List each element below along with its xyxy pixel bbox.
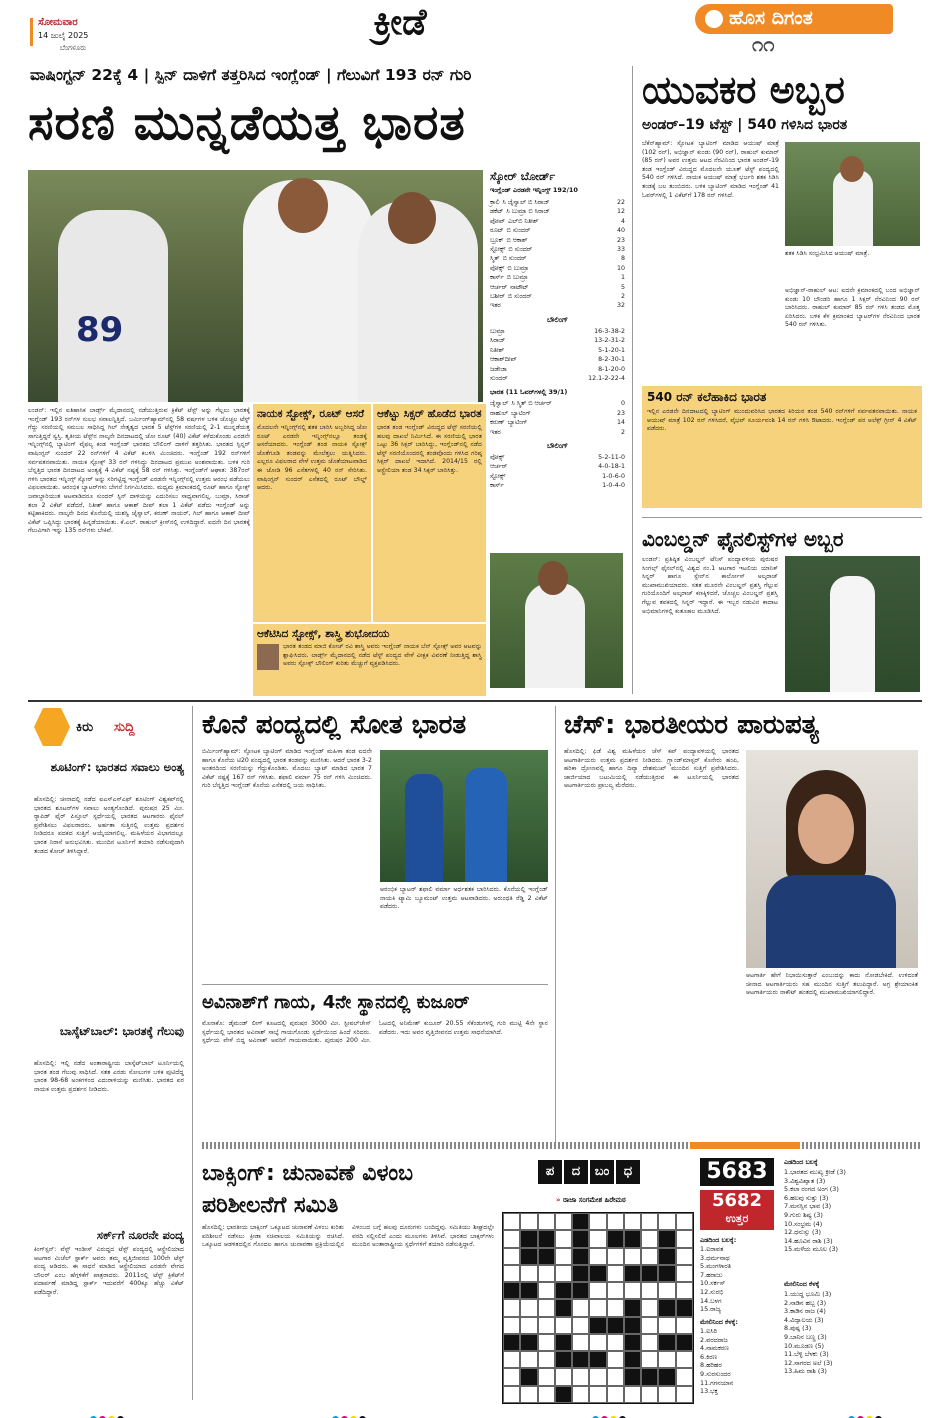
clue-item: 1.ಯುದ್ಧ ಭೂಮಿ (3) xyxy=(784,1290,832,1298)
score-row xyxy=(490,217,625,226)
kirusuddi-b3: ಕಿಂಗ್‌ಸ್ಟನ್: ವೆಸ್ಟ್ ಇಂಡೀಸ್ ವಿರುದ್ಧದ ಟೆಸ್ಟ್ ಪಂದ್ಯದಲ್ಲಿ ಆಸ್ಟ್ರೇಲಿಯಾದ ಆಟಗಾರ ಮಿಚೆಲ್ ಸ್ಟಾರ್ಕ್ ಅವರು ತಮ್ಮ ವೃತ್ತಿಜೀವನದ 100ನೇ ಟೆಸ್ಟ್ ಪಂದ್ಯ ಆಡಿದರು. ಈ ಸಾಧನೆ ಮಾಡಿದ ಆಸ್ಟ್ರೇಲಿಯಾದ ಎರಡನೇ ವೇಗದ ಬೌಲರ್ ಎಂಬ ಹೆಗ್ಗಳಿಕೆಗೆ ಪಾತ್ರರಾದರು. 2011ರಲ್ಲಿ ಟೆಸ್ಟ್ ಕ್ರಿಕೆಟ್‌ಗೆ ಪದಾರ್ಪಣೆ ಮಾಡಿದ್ದ ಸ್ಟಾರ್ಕ್ ಇದುವರೆಗೆ 400ಕ್ಕೂ ಹೆಚ್ಚು ವಿಕೆಟ್ ಪಡೆದಿದ್ದಾರೆ. xyxy=(34,1246,184,1296)
ind-bowling-table xyxy=(490,327,625,383)
wimbledon-headline: ವಿಂಬಲ್ಡನ್ ಫೈನಲಿಸ್ಟ್‌ಗಳ ಅಬ್ಬರ xyxy=(642,527,844,551)
score-cell xyxy=(501,428,607,437)
youth-headline: ಯುವಕರ ಅಬ್ಬರ xyxy=(642,68,845,112)
avinash-body: ಮೊನಾಕೊ: ಡೈಮಂಡ್ ಲೀಗ್ ಕೂಟದಲ್ಲಿ ಪುರುಷರ 3000 ಮೀ. ಸ್ಟೀಪಲ್‌ಚೇಸ್ ಸ್ಪರ್ಧೆಯಲ್ಲಿ ಭಾರತದ ಅವಿನಾಶ್ ಸಾಬ್ಳೆ ಗಾಯಗೊಂಡು ಸ್ಪರ್ಧೆಯಿಂದ ಹಿಂದೆ ಸರಿದರು. ಸ್ಪರ್ಧೆಯ ವೇಳೆ ಬಿದ್ದ ಅವಿನಾಶ್ ಅವರಿಗೆ ಗಾಯವಾಯಿತು. ಪುರುಷರ 200 ಮೀ. ಓಟದಲ್ಲಿ ಅನಿಮೇಶ್ ಕುಜೂರ್ 20.55 ಸೆಕೆಂಡುಗಳಲ್ಲಿ ಗುರಿ ಮುಟ್ಟಿ 4ನೇ ಸ್ಥಾನ ಪಡೆದರು. ಇದು ಅವರ ವೃತ್ತಿಜೀವನದ ಉತ್ತಮ ಸಾಧನೆಯಾಗಿದೆ. xyxy=(202,1020,548,1045)
barcode-strip xyxy=(202,1142,922,1149)
accent-strip xyxy=(690,1142,800,1149)
player-figure xyxy=(405,774,443,882)
score-cell: ರೂಟ್ xyxy=(490,227,504,235)
player-shirt xyxy=(766,875,896,968)
kirusuddi-icon xyxy=(34,708,70,746)
clue-item: 10.ಸರ್ಕಸ್ xyxy=(700,1279,726,1288)
eng-innings-title: ಇಂಗ್ಲೆಂಡ್ ಎರಡನೇ ಇನ್ನಿಂಗ್ಸ್ 192/10 xyxy=(490,186,578,194)
player-face xyxy=(840,156,864,182)
score-cell: ನಾಟೌಟ್ xyxy=(510,283,529,291)
clue-item: 11.ಬೆಳ್ಳಿ ಬೆಳಕು (3) xyxy=(784,1350,829,1359)
youth-box xyxy=(642,386,922,508)
score-row xyxy=(490,409,625,418)
score-cell: 1-0-6-0 xyxy=(602,472,625,480)
score-cell: 16-3-38-2 xyxy=(594,327,625,335)
logo-emblem-icon xyxy=(705,10,723,28)
score-row xyxy=(490,418,625,427)
score-cell: 12.1-2-22-4 xyxy=(588,374,625,382)
score-cell: ಜಡೇಜಾ xyxy=(490,365,507,373)
kirusuddi-h3: ಸರ್ಕ್‌ಗೆ ನೂರನೇ ಪಂದ್ಯ xyxy=(96,1228,184,1242)
score-row xyxy=(490,283,625,292)
score-cell: 4 xyxy=(620,217,625,225)
clues-across-list xyxy=(784,1168,922,1254)
score-cell: ಬ್ರೂಕ್ xyxy=(490,236,504,244)
kirusuddi-h2: ಬಾಸ್ಕೆಟ್‌ಬಾಲ್: ಭಾರತಕ್ಕೆ ಗೆಲುವು xyxy=(59,1024,184,1038)
lead-photo xyxy=(28,170,483,402)
sundar-photo xyxy=(490,553,623,688)
crossword-grid[interactable] xyxy=(502,1212,694,1404)
score-row xyxy=(490,336,625,345)
score-cell: 0 xyxy=(620,400,625,408)
score-row xyxy=(490,428,625,437)
crossword-title-char: ಧ xyxy=(616,1160,640,1184)
answer-across-title: ಎಡದಿಂದ ಬಲಕ್ಕೆ: xyxy=(700,1236,737,1244)
score-cell: ಆರ್ಚರ್ xyxy=(490,283,508,291)
kirusuddi-b1: ಹೊಸದಿಲ್ಲಿ: ಚೀನಾದಲ್ಲಿ ನಡೆದ ಐಎಸ್‌ಎಸ್‌ಎಫ್ ಶೂಟಿಂಗ್ ವಿಶ್ವಕಪ್‌ನಲ್ಲಿ ಭಾರತದ ಶೂಟರ್‌ಗಳ ಸವಾಲು ಅಂತ್ಯಗೊಂಡಿದೆ. ಪುರುಷರ 25 ಮೀ. ರ‍್ಯಾಪಿಡ್ ಫೈರ್ ಪಿಸ್ತೂಲ್ ಸ್ಪರ್ಧೆಯಲ್ಲಿ ಭಾರತದ ಆಟಗಾರರು ಫೈನಲ್ ಪ್ರವೇಶಿಸಲು ವಿಫಲರಾದರು. ಅರ್ಹತಾ ಸುತ್ತಿನಲ್ಲಿ ಉತ್ತಮ ಪ್ರದರ್ಶನ ನೀಡಿದರೂ ಪದಕದ ಸುತ್ತಿಗೆ ಆಯ್ಕೆಯಾಗಲಿಲ್ಲ. ಮಹಿಳೆಯರ ವಿಭಾಗದಲ್ಲೂ ಭಾರತ ನಿರಾಸೆ ಅನುಭವಿಸಿತು. ಮುಂದಿನ ಟೂರ್ನಿಗೆ ತಯಾರಿ ನಡೆಸುವುದಾಗಿ ತಂಡದ ಕೋಚ್ ತಿಳಿಸಿದ್ದಾರೆ. xyxy=(34,796,184,855)
score-row xyxy=(490,472,625,481)
score-row xyxy=(490,301,625,310)
score-cell: 2 xyxy=(620,428,625,436)
score-cell: ಇತರ xyxy=(490,302,501,310)
score-row xyxy=(490,327,625,336)
score-cell: ಬ್ಯಾಟಿಂಗ್ xyxy=(511,409,531,417)
crossword-title-char: ಪ xyxy=(538,1160,562,1184)
score-row xyxy=(490,236,625,245)
sub-box-3-body: ಭಾರತ ತಂಡದ ಮಾಜಿ ಕೋಚ್ ರವಿ ಶಾಸ್ತ್ರಿ ಅವರು ಇಂಗ್ಲೆಂಡ್ ನಾಯಕ ಬೆನ್ ಸ್ಟೋಕ್ಸ್ ಅವರ ಆಟವನ್ನು ಶ್ಲಾಘಿಸಿದರು. ಲಾರ್ಡ್ಸ್ ಮೈದಾನದಲ್ಲಿ ನಡೆದ ಟೆಸ್ಟ್ ಪಂದ್ಯದ ವೇಳೆ ವೀಕ್ಷಕ ವಿವರಣೆ ನೀಡುತ್ತಿದ್ದ ಶಾಸ್ತ್ರಿ ಅವರು ಸ್ಟೋಕ್ಸ್ ಬೌಲಿಂಗ್ ಕುರಿತು ಮೆಚ್ಚುಗೆ ವ್ಯಕ್ತಪಡಿಸಿದರು. xyxy=(283,643,482,668)
lead-body: ಲಂಡನ್: ಇಲ್ಲಿನ ಐತಿಹಾಸಿಕ ಲಾರ್ಡ್ಸ್ ಮೈದಾನದಲ್ಲಿ ನಡೆಯುತ್ತಿರುವ ಕ್ರಿಕೆಟ್ ಟೆಸ್ಟ್ ಅನ್ನು ಗೆಲ್ಲಲು ಭಾರತಕ್ಕೆ ಇಂಗ್ಲೆಂಡ್ 193 ರನ್‌ಗಳ ಸುಲಭ ಸವಾಲನ್ನಿತ್ತಿದೆ. ಬರ್ಮಿಂಗ್‌ಹ್ಯಾಮ್‌ನಲ್ಲಿ 58 ವರ್ಷಗಳ ಬಳಿಕ ಚೊಚ್ಚಲ ಟೆಸ್ಟ್ ಗೆದ್ದು ಸರಣಿಯಲ್ಲಿ ಸಮಬಲ ಸಾಧಿಸಿದ್ದ ಗಿಲ್ ನೇತೃತ್ವದ ಭಾರತ 5 ಟೆಸ್ಟ್‌ಗಳ ಸರಣಿಯಲ್ಲಿ 2-1 ಮುನ್ನಡೆಯತ್ತ ಸಾಗುತ್ತಿದ್ದರೆ ಸ್ವಸ್ತಿ. ತೃತೀಯ ಟೆಸ್ಟ್‌ನ ನಾಲ್ಕನೇ ದಿನದಾಟದಲ್ಲಿ ಜೋ ರೂಟ್ (40) ವಿಕೆಟ್ ಕಳೆದುಕೊಂಡು ಎರಡನೇ ಇನ್ನಿಂಗ್ಸ್‌ನಲ್ಲಿ ಬ್ಯಾಟಿಂಗ್ ವೈಫಲ್ಯ ಕಂಡ ಇಂಗ್ಲೆಂಡ್ ಭಾರತದ ಬೌಲಿಂಗ್ ದಾಳಿಗೆ ತತ್ತರಿಸಿತು. ಭಾರತದ ಸ್ಪಿನ್ನರ್ ವಾಷಿಂಗ್ಟನ್ ಸುಂದರ್ 22 ರನ್‌ಗಳಿಗೆ 4 ವಿಕೆಟ್ ಕಬಳಿಸಿ ಮಿಂಚಿದರು. ಇಂಗ್ಲೆಂಡ್ 192 ರನ್‌ಗಳಿಗೆ ಸರ್ವಪತನವಾಯಿತು. ನಾಯಕ ಸ್ಟೋಕ್ಸ್ 33 ರನ್ ಗಳಿಸಿದ್ದು ದಿನದಾಟದ ಪ್ರಮುಖ ಅಂಶವಾಯಿತು. ಬಳಿಕ ಗುರಿ ಬೆನ್ನತ್ತಿದ ಭಾರತ ದಿನದಾಟದ ಅಂತ್ಯಕ್ಕೆ 4 ವಿಕೆಟ್ ನಷ್ಟಕ್ಕೆ 58 ರನ್ ಗಳಿಸಿತ್ತು. ಇಂಗ್ಲೆಂಡ್‌ಗೆ ಆಘಾತ: 387ರನ್ ಗಳಿಸಿ ಭಾರತದ ಇನ್ನಿಂಗ್ಸ್ ಸ್ಕೋರ್ ಅನ್ನು ಸರಿಗಟ್ಟಿದ್ದ ಇಂಗ್ಲೆಂಡ್ ಎರಡನೇ ಇನ್ನಿಂಗ್ಸ್‌ನಲ್ಲಿ ಉತ್ತಮ ಆರಂಭ ಪಡೆಯಲು ವಿಫಲವಾಯಿತು. ಆರಂಭಿಕ ಬ್ಯಾಟರ್‌ಗಳು ಬೇಗನೆ ನಿರ್ಗಮಿಸಿದರು. ಮಧ್ಯಮ ಕ್ರಮಾಂಕದಲ್ಲಿ ರೂಟ್ ಹಾಗೂ ಸ್ಟೋಕ್ಸ್ ಜವಾಬ್ದಾರಿಯುತ ಆಟವಾಡಿದರೂ ಸುಂದರ್ ಸ್ಪಿನ್ ದಾಳಿಯನ್ನು ಎದುರಿಸಲು ಸಾಧ್ಯವಾಗಲಿಲ್ಲ. ಬುಮ್ರಾ, ಸಿರಾಜ್ ತಲಾ 2 ವಿಕೆಟ್ ಪಡೆದರೆ, ನಿತೀಶ್ ಹಾಗೂ ಆಕಾಶ್ ದೀಪ್ ತಲಾ 1 ವಿಕೆಟ್ ಪಡೆದು ಇಂಗ್ಲೆಂಡ್ ಅನ್ನು ಕಟ್ಟಿಹಾಕಿದರು. ನಾಲ್ಕನೇ ದಿನದ ಕೊನೆಯಲ್ಲಿ ಯಶಸ್ವಿ ಜೈಸ್ವಾಲ್, ಕರುಣ್ ನಾಯರ್, ಗಿಲ್ ಹಾಗೂ ಆಕಾಶ್ ದೀಪ್ ವಿಕೆಟ್ ಒಪ್ಪಿಸಿದ್ದು ಭಾರತಕ್ಕೆ ಹಿನ್ನಡೆಯಾಯಿತು. ಕೆ.ಎಲ್. ರಾಹುಲ್ ಕ್ರೀಸ್‌ನಲ್ಲಿ ಉಳಿದಿದ್ದಾರೆ. ಐದನೇ ದಿನ ಭಾರತಕ್ಕೆ ಗೆಲುವಿಗಾಗಿ ಇನ್ನು 135 ರನ್‌ಗಳು ಬೇಕಿವೆ. xyxy=(28,407,250,535)
clue-item: 10.ಮೂಡಣ (5) xyxy=(784,1341,825,1350)
score-cell: 12 xyxy=(616,208,625,216)
registration-marks xyxy=(90,1408,126,1418)
score-cell: ಸ್ಟೋಕ್ಸ್ xyxy=(490,246,506,254)
score-cell: ಬಿ ಸುಂದರ್ xyxy=(502,255,527,263)
score-cell: 8-1-20-0 xyxy=(598,365,625,373)
boxing-body: ಹೊಸದಿಲ್ಲಿ: ಭಾರತೀಯ ಬಾಕ್ಸಿಂಗ್ ಒಕ್ಕೂಟದ ಚುನಾವಣೆ ವಿಳಂಬ ಕುರಿತು ಪರಿಶೀಲನೆ ನಡೆಸಲು ಕ್ರೀಡಾ ಸಚಿವಾಲಯ ಸಮಿತಿಯನ್ನು ರಚಿಸಿದೆ. ಒಕ್ಕೂಟದ ಆಡಳಿತದಲ್ಲಿನ ಗೊಂದಲ ಹಾಗೂ ಚುನಾವಣಾ ಪ್ರಕ್ರಿಯೆಯಲ್ಲಿನ ವಿಳಂಬದ ಬಗ್ಗೆ ಹಲವು ದೂರುಗಳು ಬಂದಿದ್ದವು. ಸಮಿತಿಯು ಶೀಘ್ರದಲ್ಲೇ ವರದಿ ಸಲ್ಲಿಸಲಿದೆ ಎಂದು ಮೂಲಗಳು ತಿಳಿಸಿವೆ. ಭಾರತದ ಬಾಕ್ಸರ್‌ಗಳು ಮುಂದಿನ ಅಂತಾರಾಷ್ಟ್ರೀಯ ಸ್ಪರ್ಧೆಗಳಿಗೆ ತಯಾರಿ ನಡೆಸುತ್ತಿದ್ದಾರೆ. xyxy=(202,1224,494,1249)
sub-box-2-body: ಭಾರತ ತಂಡ ಇಂಗ್ಲೆಂಡ್ ವಿರುದ್ಧದ ಟೆಸ್ಟ್ ಸರಣಿಯಲ್ಲಿ ಹಲವು ದಾಖಲೆ ನಿರ್ಮಿಸಿದೆ. ಈ ಸರಣಿಯಲ್ಲಿ ಭಾರತ ಒಟ್ಟು 36 ಸಿಕ್ಸರ್ ಬಾರಿಸಿದ್ದು, ಇಂಗ್ಲೆಂಡ್‌ನಲ್ಲಿ ನಡೆದ ಟೆಸ್ಟ್ ಸರಣಿಯೊಂದರಲ್ಲಿ ತಂಡವೊಂದು ಗಳಿಸಿದ ಗರಿಷ್ಠ ಸಿಕ್ಸರ್ ದಾಖಲೆ ಇದಾಗಿದೆ. 2014/15 ರಲ್ಲಿ ಆಸ್ಟ್ರೇಲಿಯಾ ತಂಡ 34 ಸಿಕ್ಸರ್ ಬಾರಿಸಿತ್ತು. xyxy=(377,424,482,474)
women-cricket-body-2: ಆರಂಭಿಕ ಬ್ಯಾಟರ್ ಶಫಾಲಿ ವರ್ಮಾ ಅರ್ಧಶತಕ ಬಾರಿಸಿದರು. ಕೊನೆಯಲ್ಲಿ ಇಂಗ್ಲೆಂಡ್ ನಾಯಕಿ ಟ್ಯಾಮಿ ಬ್ಯೂಮಂಟ್ ಉತ್ತಮ ಆಟವಾಡಿದರು. ಅರುಂಧತಿ ರೆಡ್ಡಿ 2 ವಿಕೆಟ್ ಪಡೆದರು. xyxy=(380,886,548,911)
section-rule xyxy=(642,517,922,518)
score-row xyxy=(490,273,625,282)
clues-across-title: ಎಡದಿಂದ ಬಲಕ್ಕೆ xyxy=(784,1158,818,1166)
score-cell: ಇತರ xyxy=(490,428,501,436)
youth-box-title: 540 ರನ್ ಕಲೆಹಾಕಿದ ಭಾರತ xyxy=(647,390,767,404)
score-cell: ಬಿ ಬುಮ್ರಾ xyxy=(507,264,529,272)
score-cell: ಕಾರ್ಸ್ xyxy=(490,274,504,282)
score-cell: 8 xyxy=(620,255,625,263)
score-row xyxy=(490,399,625,408)
answer-down-title: ಮೇಲಿನಿಂದ ಕೆಳಕ್ಕೆ: xyxy=(700,1318,738,1326)
youth-body-2: ಅಭಿಜ್ಞಾನ್-ರಾಹುಲ್ ಆಟ: ಐದನೇ ಕ್ರಮಾಂಕದಲ್ಲಿ ಬಂದ ಅಭಿಜ್ಞಾನ್ ಕುಂಡು 10 ಬೌಂಡರಿ ಹಾಗೂ 1 ಸಿಕ್ಸರ್ ನೆರವಿನಿಂದ 90 ರನ್ ಬಾರಿಸಿದರು. ರಾಹುಲ್ ಕುಮಾರ್ 85 ರನ್ ಗಳಿಸಿ ತಂಡದ ಮೊತ್ತ ಏರಿಸಿದರು. ಬಳಿಕ ಕೆಳ ಕ್ರಮಾಂಕದ ಬ್ಯಾಟರ್‌ಗಳ ನೆರವಿನಿಂದ ಭಾರತ 540 ರನ್ ಗಳಿಸಿತು. xyxy=(785,287,920,329)
scoreboard-title: ಸ್ಕೋರ್ ಬೋರ್ಡ್ xyxy=(490,170,556,183)
score-cell: ಸ್ಮಿತ್ xyxy=(490,255,500,263)
youth-photo-caption: ಶತಕ ಸಿಡಿಸಿ ಸಂಭ್ರಮಿಸಿದ ಆಯುಷ್ ಮಾತ್ರೆ. xyxy=(785,250,870,257)
score-cell: 1-0-4-0 xyxy=(602,482,625,490)
score-cell: 4-0-18-1 xyxy=(598,463,625,471)
sub-box-2-title: ಆಕೆಟ್ಟು ಸಿಕ್ಸರ್ ಹೊಡೆದ ಭಾರತ xyxy=(377,408,482,420)
sub-box-1 xyxy=(253,404,371,622)
player-number-text: 89 xyxy=(76,310,124,350)
youth-body-1: ಬೆಕೆನ್‌ಹ್ಯಾಮ್: ಸ್ಫೋಟಕ ಬ್ಯಾಟಿಂಗ್ ಮಾಡಿದ ಆಯುಷ್ ಮಾತ್ರೆ (102 ರನ್), ಅಭಿಜ್ಞಾನ್ ಕುಂಡು (90 ರನ್), ರಾಹುಲ್ ಕುಮಾರ್ (85 ರನ್) ಅವರ ಉತ್ತಮ ಆಟದ ನೆರವಿನಿಂದ ಭಾರತ ಅಂಡರ್-19 ತಂಡ ಇಂಗ್ಲೆಂಡ್ ವಿರುದ್ಧದ ಮೊದಲನೇ ಯೂತ್ ಟೆಸ್ಟ್ ಪಂದ್ಯದಲ್ಲಿ 540 ರನ್ ಗಳಿಸಿದೆ. ನಾಯಕ ಆಯುಷ್ ಮಾತ್ರೆ ಭರ್ಜರಿ ಶತಕ ಸಿಡಿಸಿ ತಂಡಕ್ಕೆ ಬಲ ತುಂಬಿದರು. ಬಳಿಕ ಬ್ಯಾಟಿಂಗ್ ಮಾಡಿದ ಇಂಗ್ಲೆಂಡ್ 41 ಓವರ್‌ಗಳಲ್ಲಿ 1 ವಿಕೆಟ್‌ಗೆ 178 ರನ್ ಗಳಿಸಿದೆ. xyxy=(642,140,779,199)
women-cricket-headline: ಕೊನೆ ಪಂದ್ಯದಲ್ಲಿ ಸೋತ ಭಾರತ xyxy=(202,710,467,740)
score-row xyxy=(490,355,625,364)
clue-item: 6.ಹಲವು ಸುತ್ತು (3) xyxy=(784,1193,829,1202)
score-row xyxy=(490,481,625,490)
clue-item: 14.ಹೂವಿನ ರಾಶಿ (3) xyxy=(784,1236,833,1245)
clues-down-title: ಮೇಲಿನಿಂದ ಕೆಳಕ್ಕೆ xyxy=(784,1280,820,1288)
score-row xyxy=(490,245,625,254)
crossword-subtitle-text: ರಾಜಾ ಸಂಗಮೇಶ ಹಿರೇಮಠ xyxy=(562,1196,626,1204)
sub-box-2 xyxy=(373,404,486,622)
score-cell: ಬಿ ಸುಂದರ್ xyxy=(507,293,532,301)
clue-item: 12.ಸುರಭಿ xyxy=(700,1287,724,1296)
score-cell: 8-2-30-1 xyxy=(598,356,625,364)
score-cell: 40 xyxy=(616,227,625,235)
page-number: ೧೧ xyxy=(752,32,775,56)
score-cell: ಸ್ಟೋಕ್ಸ್ xyxy=(490,472,506,480)
score-row xyxy=(490,226,625,235)
clue-item: 7.ಮನಸ್ಸಿನ ಭಾವ (3) xyxy=(784,1202,832,1211)
clue-item: 3.ಕಾಡಿನ ರಾಜ (4) xyxy=(784,1307,826,1316)
clue-item: 1.ಐಸಿರಿ xyxy=(700,1327,717,1335)
scoreboard xyxy=(490,170,625,548)
score-cell: ಬಶೀರ್ xyxy=(490,293,505,301)
clue-item: 7.ಹರಾಜು xyxy=(700,1270,723,1279)
sub-box-3-title: ಆಕೆಟಿಸಿದ ಸ್ಟೋಕ್ಸ್, ಶಾಸ್ತ್ರಿ ಶುಭೋದಯ xyxy=(257,628,390,640)
score-cell: ಬಿ ಬುಮ್ರಾ xyxy=(506,274,528,282)
clue-item: 2.ವರದರಾಜ xyxy=(700,1335,728,1344)
kirusuddi-b2: ಹೊಸದಿಲ್ಲಿ: ಇಲ್ಲಿ ನಡೆದ ಅಂತಾರಾಷ್ಟ್ರೀಯ ಬಾಸ್ಕೆಟ್‌ಬಾಲ್ ಟೂರ್ನಿಯಲ್ಲಿ ಭಾರತ ತಂಡ ಗೆಲುವು ಸಾಧಿಸಿದೆ. ಸತತ ಎರಡು ಸೋಲುಗಳ ಬಳಿಕ ಪುಟಿದೆದ್ದ ಭಾರತ 98-68 ಅಂಕಗಳಿಂದ ಎದುರಾಳಿಯನ್ನು ಮಣಿಸಿತು. ಭಾರತದ ಪರ ನಾಯಕ ಉತ್ತಮ ಪ್ರದರ್ಶನ ನೀಡಿದರು. xyxy=(34,1060,184,1093)
masthead-date: 14 ಜುಲೈ 2025 xyxy=(38,31,89,40)
women-cricket-body-1: ಬಿರ್ಮಿಂಗ್‌ಹ್ಯಾಮ್: ಸ್ಫೋಟಕ ಬ್ಯಾಟಿಂಗ್ ಮಾಡಿದ ಇಂಗ್ಲೆಂಡ್ ಮಹಿಳಾ ತಂಡ ಐದನೇ ಹಾಗೂ ಕೊನೆಯ ಟಿ20 ಪಂದ್ಯದಲ್ಲಿ ಭಾರತ ತಂಡವನ್ನು ಮಣಿಸಿತು. ಆದರೆ ಭಾರತ 3-2 ಅಂತರದಿಂದ ಸರಣಿಯನ್ನು ಗೆದ್ದುಕೊಂಡಿತು. ಮೊದಲು ಬ್ಯಾಟ್ ಮಾಡಿದ ಭಾರತ 7 ವಿಕೆಟ್ ನಷ್ಟಕ್ಕೆ 167 ರನ್ ಗಳಿಸಿತು. ಶಫಾಲಿ ವರ್ಮಾ 75 ರನ್ ಗಳಿಸಿ ಮಿಂಚಿದರು. ಗುರಿ ಬೆನ್ನತ್ತಿದ ಇಂಗ್ಲೆಂಡ್ ಕೊನೆಯ ಎಸೆತದಲ್ಲಿ ಜಯ ಸಾಧಿಸಿತು. xyxy=(202,748,372,790)
score-cell: ಸಿರಾಜ್ xyxy=(490,337,506,345)
score-cell: ಬ್ಯಾಟಿಂಗ್ xyxy=(507,419,528,427)
clue-item: 3.ವಿಶ್ವವಿಖ್ಯಾತ (3) xyxy=(784,1176,826,1185)
player-face xyxy=(388,192,436,244)
chess-body-1: ಹೊಸದಿಲ್ಲಿ: ಫಿಡೆ ವಿಶ್ವ ಮಹಿಳೆಯರ ಚೆಸ್ ಕಪ್ ಪಂದ್ಯಾವಳಿಯಲ್ಲಿ ಭಾರತದ ಆಟಗಾರ್ತಿಯರು ಉತ್ತಮ ಪ್ರದರ್ಶನ ನೀಡಿದರು. ಗ್ರ್ಯಾಂಡ್‌ಮಾಸ್ಟರ್ ಕೊನೇರು ಹಂಪಿ, ಹರಿಕಾ ದ್ರೋಣವಲ್ಲಿ ಹಾಗೂ ದಿವ್ಯಾ ದೇಶಮುಖ್ ಮುಂದಿನ ಸುತ್ತಿಗೆ ಪ್ರವೇಶಿಸಿದರು. ಜಾರ್ಜಿಯಾದ ಬಟುಮಿಯಲ್ಲಿ ನಡೆಯುತ್ತಿರುವ ಈ ಟೂರ್ನಿಯಲ್ಲಿ ಭಾರತದ ಆಟಗಾರ್ತಿಯರು ಪ್ರಾಬಲ್ಯ ಮೆರೆದರು. xyxy=(564,748,739,790)
score-cell: ಸಿ ಸ್ಮಿತ್ ಬಿ ಆರ್ಚರ್ xyxy=(511,400,552,408)
lead-headline: ಸರಣಿ ಮುನ್ನಡೆಯತ್ತ ಭಾರತ xyxy=(28,95,466,151)
score-cell: ಕಾರ್ಸ್ xyxy=(490,482,504,490)
player-face xyxy=(538,561,568,595)
clue-item: 13.ಭಕ್ತ xyxy=(700,1387,718,1396)
player-face xyxy=(278,178,328,233)
score-cell: 10 xyxy=(616,264,625,272)
score-cell: 32 xyxy=(616,302,625,310)
youth-kicker: ಅಂಡರ್–19 ಟೆಸ್ಟ್ | 540 ಗಳಿಸಿದ ಭಾರತ xyxy=(642,117,848,133)
score-cell: ಬಿ ಆಕಾಶ್ xyxy=(506,236,528,244)
score-cell: 1 xyxy=(620,274,625,282)
score-cell: ರಾಹುಲ್ xyxy=(490,409,509,417)
horizontal-rule xyxy=(28,700,922,702)
answer-across-list xyxy=(700,1245,778,1314)
score-cell: 5 xyxy=(620,283,625,291)
chevron-right-icon: » xyxy=(556,1196,561,1204)
kirusuddi-badge xyxy=(34,708,184,748)
score-cell: ಆರ್ಚರ್ xyxy=(490,463,508,471)
registration-marks xyxy=(332,1408,368,1418)
kirusuddi-h1: ಶೂಟಿಂಗ್: ಭಾರತದ ಸವಾಲು ಅಂತ್ಯ xyxy=(50,760,184,774)
clue-item: 2.ನಾಡಿನ ಹಬ್ಬ (3) xyxy=(784,1298,827,1307)
score-cell: ಬಿ ಸುಂದರ್ xyxy=(508,246,533,254)
score-row xyxy=(490,453,625,462)
bowling-title-2: ಬೌಲಿಂಗ್ xyxy=(547,441,568,450)
score-row xyxy=(490,254,625,263)
clue-item: 4.ನಾಮಕರಣ xyxy=(700,1344,729,1353)
youth-box-body: ಇಲ್ಲಿನ ಎರಡನೇ ದಿನದಾಟದಲ್ಲಿ ಬ್ಯಾಟಿಂಗ್ ಮುಂದುವರಿಸಿದ ಭಾರತದ ಕಿರಿಯರ ತಂಡ 540 ರನ್‌ಗಳಿಗೆ ಸರ್ವಪತನವಾಯಿತು. ನಾಯಕ ಆಯುಷ್ ಮಾತ್ರೆ 102 ರನ್ ಗಳಿಸಿದರೆ, ವೈಭವ್ ಸೂರ್ಯವಂಶಿ 14 ರನ್ ಗಳಿಸಿ ಔಟಾದರು. ಇಂಗ್ಲೆಂಡ್ ಪರ ಅಲೆಕ್ಸ್ ಗ್ರೀನ್ 4 ವಿಕೆಟ್ ಪಡೆದರು. xyxy=(647,408,917,433)
score-cell: 23 xyxy=(616,409,625,417)
masthead-city: ಬೆಂಗಳೂರು xyxy=(60,44,87,52)
chess-headline: ಚೆಸ್: ಭಾರತೀಯರ ಪಾರುಪತ್ಯ xyxy=(564,710,819,740)
score-cell: ಆಕಾಶ್‌ದೀಪ್ xyxy=(490,356,517,364)
score-cell: ಎಲ್‌ಬಿ ನಿತೀಶ್ xyxy=(507,217,539,225)
score-cell: ಡಕೆಟ್ xyxy=(490,208,504,216)
clue-item: 1.ಐರಾವತ xyxy=(700,1245,724,1253)
boxing-headline: ಬಾಕ್ಸಿಂಗ್: ಚುನಾವಣೆ ವಿಳಂಬ ಪರಿಶೀಲನೆಗೆ ಸಮಿತಿ xyxy=(202,1161,414,1218)
score-cell: ಸಿ ಜೈಸ್ವಾಲ್ ಬಿ ಸಿರಾಜ್ xyxy=(502,199,550,206)
score-cell: ನಿತೀಶ್ xyxy=(490,346,505,354)
player-figure xyxy=(465,768,507,882)
player-face xyxy=(798,794,854,864)
clue-item: 14.ಬಳಗ xyxy=(700,1296,722,1305)
crossword-title-char: ದ xyxy=(564,1160,588,1184)
score-cell: ಬಿ ಸುಂದರ್ xyxy=(506,227,531,235)
score-row xyxy=(490,365,625,374)
score-row xyxy=(490,292,625,301)
clue-item: 9.ಗುರು ಶಿಷ್ಯ (3) xyxy=(784,1210,823,1219)
clue-item: 10.ಸಂಭ್ರಮ (4) xyxy=(784,1219,823,1228)
player-figure xyxy=(58,210,168,402)
sub-box-3 xyxy=(253,624,486,696)
score-cell: 13-2-31-2 xyxy=(594,337,625,345)
youth-photo xyxy=(785,142,920,246)
avinash-headline: ಅವಿನಾಶ್‌ಗೆ ಗಾಯ, 4ನೇ ಸ್ಥಾನದಲ್ಲಿ ಕುಜೂರ್ xyxy=(202,992,470,1013)
score-cell: 2 xyxy=(620,293,625,301)
clue-item: 11.ಗಗನಯಾನ xyxy=(700,1378,734,1387)
answer-number: 5682 xyxy=(711,1190,763,1211)
section-title: ಕ್ರೀಡೆ xyxy=(373,2,427,43)
score-row xyxy=(490,374,625,383)
score-cell: ಕರುಣ್ xyxy=(490,419,505,427)
score-cell: ವೋಕ್ಸ್ xyxy=(490,264,505,272)
clue-item: 15.ಮಳೆಯ ಮೂಲ (3) xyxy=(784,1245,839,1254)
clue-item: 4.ವಿದ್ಯಾಲಯ (3) xyxy=(784,1315,824,1324)
clue-item: 12.ಧನುಸ್ಸು (3) xyxy=(784,1228,821,1237)
clue-item: 13.ಹಿಮ ರಾಶಿ (3) xyxy=(784,1367,827,1376)
score-cell xyxy=(501,301,607,310)
masthead-day: ಸೋಮವಾರ xyxy=(38,17,78,28)
clue-item: 9.ಸುರಸುಂದರ xyxy=(700,1369,731,1378)
wimbledon-body: ಲಂಡನ್: ಪ್ರತಿಷ್ಠಿತ ವಿಂಬಲ್ಡನ್ ಟೆನಿಸ್ ಪಂದ್ಯಾವಳಿಯ ಪುರುಷರ ಸಿಂಗಲ್ಸ್ ಫೈನಲ್‌ನಲ್ಲಿ ವಿಶ್ವದ ನಂ.1 ಆಟಗಾರ ಇಟಲಿಯ ಯಾನಿಕ್ ಸಿನ್ನರ್ ಹಾಗೂ ಸ್ಪೇನ್‌ನ ಕಾರ್ಲೋಸ್ ಅಲ್ಕರಾಜ್ ಮುಖಾಮುಖಿಯಾದರು. ಸತತ ಮೂರನೇ ವಿಂಬಲ್ಡನ್ ಪ್ರಶಸ್ತಿ ಗೆಲ್ಲುವ ಗುರಿಯೊಂದಿಗೆ ಅಲ್ಕರಾಜ್ ಕಣಕ್ಕಿಳಿದರೆ, ಚೊಚ್ಚಲ ವಿಂಬಲ್ಡನ್ ಪ್ರಶಸ್ತಿ ಗೆಲ್ಲುವ ತವಕದಲ್ಲಿ ಸಿನ್ನರ್ ಇದ್ದಾರೆ. ಈ ಇಬ್ಬರ ನಡುವಿನ ಕಾದಾಟ ಅಭಿಮಾನಿಗಳಲ್ಲಿ ಕುತೂಹಲ ಮೂಡಿಸಿದೆ. xyxy=(642,556,778,615)
clue-item: 3.ಧರ್ಮನಾಥ xyxy=(700,1253,730,1262)
score-cell: ಪೋಪ್ xyxy=(490,217,505,225)
score-row xyxy=(490,264,625,273)
answer-box xyxy=(700,1190,774,1230)
puzzle-number: 5683 xyxy=(700,1158,774,1186)
score-cell: ವೋಕ್ಸ್ xyxy=(490,453,505,461)
score-cell: 5-1-20-1 xyxy=(598,346,625,354)
column-rule xyxy=(632,66,633,694)
score-cell: ಸುಂದರ್ xyxy=(490,374,508,382)
clue-item: 8.ಹರಿಹರ xyxy=(700,1361,722,1370)
ind-innings-title: ಭಾರತ (11 ಓವರ್‌ಗಳಲ್ಲಿ 39/1) xyxy=(490,388,568,397)
crossword-subtitle xyxy=(556,1196,626,1205)
score-cell: ಕ್ರಾಲಿ xyxy=(490,199,500,206)
clue-item: 12.ಸಾಗರದ ಅಲೆ (3) xyxy=(784,1358,833,1367)
score-row xyxy=(490,198,625,207)
eng-bowling-table xyxy=(490,453,625,491)
score-cell: ಬುಮ್ರಾ xyxy=(490,327,505,335)
wimbledon-photo xyxy=(785,556,920,692)
chess-body-2: ಆಟಗಾರ್ತಿ ಹೇಗೆ ನಿಭಾಯಿಸುತ್ತಾರೆ ಎಂಬುದನ್ನು ಕಾದು ನೋಡಬೇಕಿದೆ. ಉಳಿದಂತೆ ಚೀನಾದ ಆಟಗಾರ್ತಿಯರು ಸಹ ಮುಂದಿನ ಸುತ್ತಿಗೆ ತಲುಪಿದ್ದಾರೆ. ಅಗ್ರ ಶ್ರೇಯಾಂಕಿತ ಆಟಗಾರ್ತಿಯರು ನಾಕೌಟ್ ಹಂತದಲ್ಲಿ ಮುಖಾಮುಖಿಯಾಗಲಿದ್ದಾರೆ. xyxy=(746,972,918,997)
sub-box-1-body: ಮೊದಲನೇ ಇನ್ನಿಂಗ್ಸ್‌ನಲ್ಲಿ ಶತಕ ಬಾರಿಸಿ ಅಬ್ಬರಿಸಿದ್ದ ಜೋ ರೂಟ್ ಎರಡನೇ ಇನ್ನಿಂಗ್ಸ್‌ನಲ್ಲೂ ತಂಡಕ್ಕೆ ಆಸರೆಯಾದರು. ಇಂಗ್ಲೆಂಡ್ ತಂಡ ನಾಯಕ ಸ್ಟೋಕ್ಸ್ ಜೊತೆಗೂಡಿ ತಂಡವನ್ನು ಮೇಲೆತ್ತಲು ಯತ್ನಿಸಿದರು. ಎಲ್ಲರೂ ವಿಫಲರಾದ ವೇಳೆ ಉತ್ತಮ ಜೊತೆಯಾಟವಾಡಿದ ಈ ಜೋಡಿ 96 ಎಸೆತಗಳಲ್ಲಿ 40 ರನ್ ಸೇರಿಸಿತು. ವಾಷಿಂಗ್ಟನ್ ಸುಂದರ್ ಎಸೆತದಲ್ಲಿ ರೂಟ್ ಬೌಲ್ಡ್ ಆದರು. xyxy=(257,424,367,492)
column-rule xyxy=(555,706,556,1144)
clues-down-list xyxy=(784,1290,922,1376)
clue-item: 15.ರಾಜ್ಯ xyxy=(700,1305,721,1314)
answer-down-list xyxy=(700,1327,778,1396)
registration-marks xyxy=(592,1408,628,1418)
score-row xyxy=(490,346,625,355)
lead-kicker: ವಾಷಿಂಗ್ಟನ್ 22ಕ್ಕೆ 4 | ಸ್ಪಿನ್ ದಾಳಿಗೆ ತತ್ತರಿಸಿದ ಇಂಗ್ಲೆಂಡ್ | ಗೆಲುವಿಗೆ 193 ರನ್ ಗುರಿ xyxy=(30,66,472,84)
kirusuddi-label: ಕಿರು xyxy=(76,720,94,735)
answer-label: ಉತ್ತರ xyxy=(725,1212,749,1225)
women-cricket-photo xyxy=(380,750,548,882)
eng-batting-table xyxy=(490,198,625,311)
section-rule xyxy=(202,984,548,985)
logo xyxy=(695,4,893,34)
ind-batting-table xyxy=(490,399,625,437)
clue-item: 1.ಭಾರತದ ಮುಖ್ಯ ಕ್ರೀಡೆ (3) xyxy=(784,1168,846,1176)
clue-item: 6.ಕಿರಣ xyxy=(700,1352,717,1361)
score-cell: 23 xyxy=(616,236,625,244)
crossword-title xyxy=(538,1160,640,1184)
score-cell: ಸಿ ಬುಮ್ರಾ ಬಿ ಸಿರಾಜ್ xyxy=(506,208,550,216)
score-cell: ಜೈಸ್ವಾಲ್ xyxy=(490,400,509,408)
logo-text: ಹೊಸ ದಿಗಂತ xyxy=(729,7,813,29)
score-cell: 5-2-11-0 xyxy=(598,453,625,461)
score-cell: 14 xyxy=(616,419,625,427)
score-row xyxy=(490,462,625,471)
score-cell: 33 xyxy=(616,246,625,254)
clue-item: 8.ಪುಷ್ಪ (3) xyxy=(784,1324,812,1333)
score-row xyxy=(490,207,625,216)
kirusuddi-label-2: ಸುದ್ದಿ xyxy=(114,720,135,735)
registration-marks xyxy=(848,1408,884,1418)
column-rule xyxy=(192,706,193,1400)
shastri-photo xyxy=(257,644,279,670)
masthead xyxy=(0,0,945,60)
bowling-title: ಬೌಲಿಂಗ್ xyxy=(547,315,568,324)
clue-item: 5.ಕಲಾ ರಂಗದ ಅಂಗ (3) xyxy=(784,1185,839,1194)
crossword-title-char: ಬಂ xyxy=(590,1160,614,1184)
clue-item: 5.ಮಂಗಳಾರತಿ xyxy=(700,1262,731,1271)
chess-photo xyxy=(746,750,918,968)
sub-box-1-title: ನಾಯಕ ಸ್ಟೋಕ್ಸ್, ರೂಟ್ ಆಸರೆ xyxy=(257,408,365,420)
score-cell: 22 xyxy=(616,199,625,206)
clue-item: 9.ಬಾನಿನ ಬಣ್ಣ (3) xyxy=(784,1332,827,1341)
player-figure xyxy=(525,583,585,688)
date-strip xyxy=(30,18,33,46)
player-figure xyxy=(830,576,875,692)
